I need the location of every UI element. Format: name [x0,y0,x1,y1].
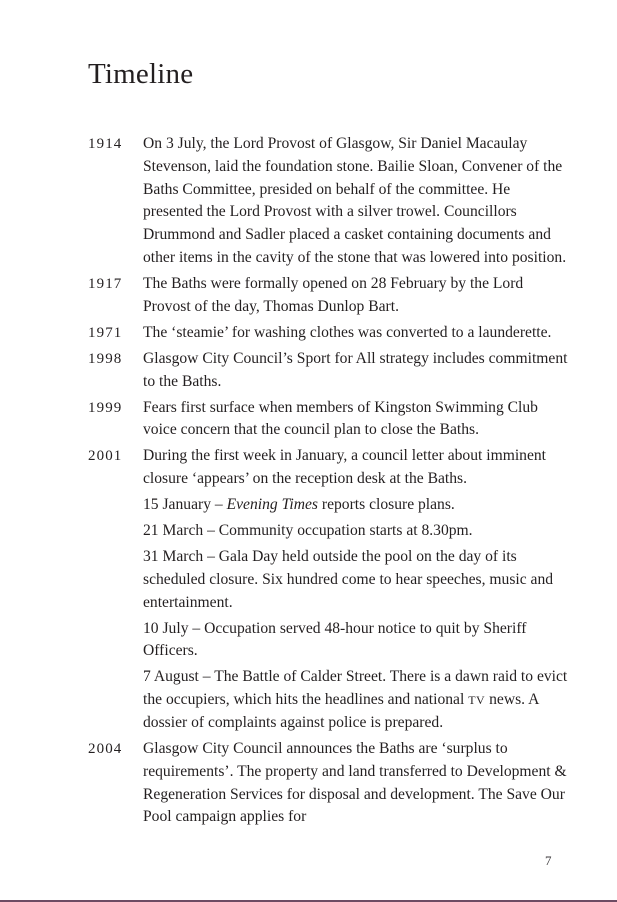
text-run: 10 July – Occupation served 48-hour notice to quit by Sheriff Officers. [143,619,527,660]
timeline-paragraph [143,520,568,543]
timeline-description [143,273,568,319]
text-run: news. A dossier of complaints against police is prepared. [143,691,539,731]
timeline-paragraph [143,618,568,664]
page-title: Timeline [88,58,194,90]
text-run: The Baths were formally opened on 28 February by the Lord Provost of the day, Thomas Dunlop Bart. [143,274,524,315]
text-run: Glasgow City Council announces the Baths are ‘surplus to requirements’. The property and land transferred to Development & Regeneration Services for disposal and development. The Save Our Pool campaign applies for [143,739,567,826]
text-run: reports closure plans. [317,496,455,514]
timeline-entry [88,445,568,735]
timeline-description [143,397,568,443]
timeline-paragraph [143,397,568,443]
text-run: Glasgow City Council’s Sport for All strategy includes commitment to the Baths. [143,349,568,390]
text-run: 7 August – The Battle of Calder Street. There is a dawn raid to evict the occupiers, which hits the headlines and national [143,668,568,709]
timeline-year: 1914 [88,136,123,152]
timeline-description [143,133,568,270]
timeline-paragraph [143,445,568,491]
timeline-year: 1917 [88,275,123,292]
timeline-entry [88,738,568,829]
timeline-year: 1998 [88,350,123,367]
timeline-description [143,348,568,394]
timeline-paragraph [143,348,568,394]
timeline-paragraph [143,133,568,270]
timeline-paragraph [143,322,568,345]
timeline-description [143,445,568,735]
text-run: On 3 July, the Lord Provost of Glasgow, Sir Daniel Macaulay Stevenson, laid the foundation stone. Bailie Sloan, Convener of the Baths Committee, presided on behalf of the committee. He presented the Lord Provost with a silver trowel. Councillors Drummond and Sadler placed a casket containing documents and other items in the cavity of the stone that was lowered into position. [143,135,567,266]
timeline-entry [88,397,568,443]
timeline-year: 2001 [88,448,123,465]
abbreviation: TV [468,693,486,708]
timeline-year: 1999 [88,399,123,416]
page-number: 7 [545,853,552,868]
timeline-paragraph [143,666,568,734]
timeline-paragraph [143,546,568,614]
timeline-paragraph [143,738,568,829]
timeline-paragraph [143,494,568,517]
text-run: The ‘steamie’ for washing clothes was converted to a launderette. [143,323,552,341]
timeline-paragraph [143,273,568,319]
text-run: 31 March – Gala Day held outside the pool on the day of its scheduled closure. Six hundred come to hear speeches, music and entertainment. [143,548,554,611]
timeline-description [143,322,568,345]
publication-title: Evening Times [226,496,318,514]
timeline-entry [88,348,568,394]
timeline-year: 2004 [88,740,123,757]
timeline-year: 1971 [88,324,123,341]
text-run: 15 January – [143,496,227,514]
timeline-list [88,133,568,832]
timeline-entry [88,322,568,345]
timeline-entry [88,273,568,319]
timeline-description [143,738,568,829]
text-run: Fears first surface when members of Kingston Swimming Club voice concern that the council plan to close the Baths. [143,398,538,439]
text-run: During the first week in January, a council letter about imminent closure ‘appears’ on the reception desk at the Baths. [143,447,547,488]
text-run: 21 March – Community occupation starts at 8.30pm. [143,522,473,540]
timeline-entry [88,133,568,270]
